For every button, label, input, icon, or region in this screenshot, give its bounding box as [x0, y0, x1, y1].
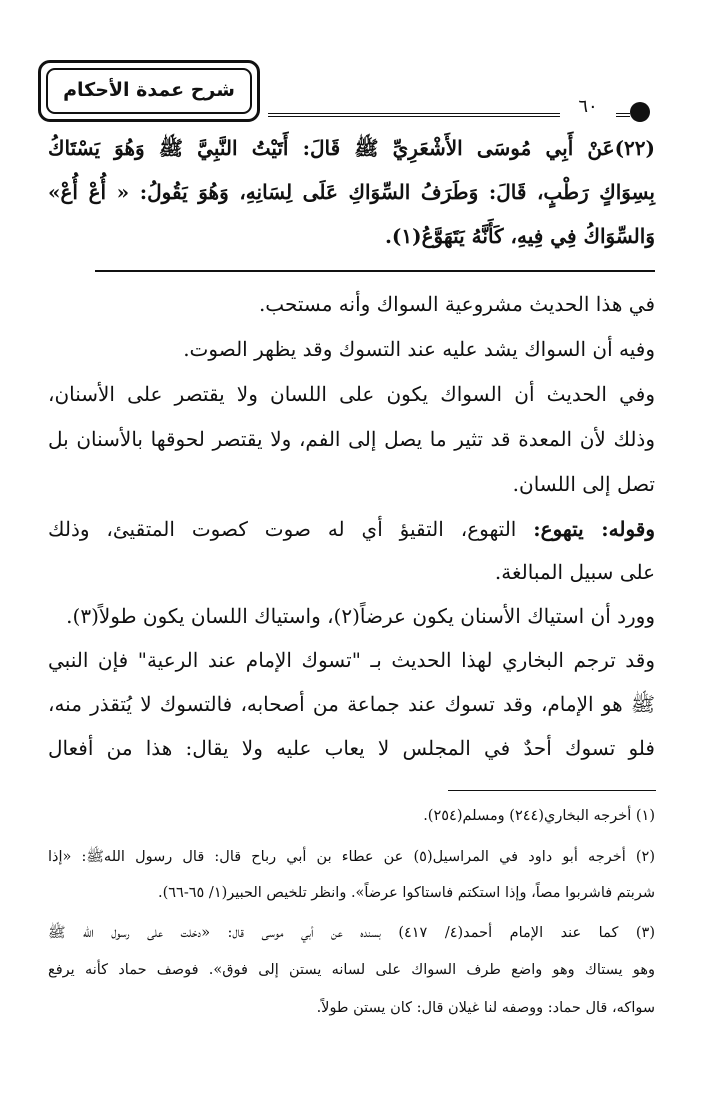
- body-line-7: على سبيل المبالغة.: [494, 560, 655, 584]
- body-line-1: في هذا الحديث مشروعية السواك وأنه مستحب.: [258, 292, 655, 316]
- hadith-line-3: وَالسِّوَاكُ فِي فِيهِ، كَأَنَّهُ يَتَهَوَّعُ(١).: [384, 224, 655, 248]
- hadith-line-1: (٢٢)عَنْ أَبِي مُوسَى الأَشْعَرِيِّ ﷺ قَالَ: أَتَيْتُ النَّبِيَّ ﷺ وَهُوَ يَسْتَاكُ: [48, 136, 655, 160]
- footnote-2-line-1: (٢) أخرجه أبو داود في المراسيل(٥) عن عطاء بن أبي رباح قال: قال رسول اللهﷺ: «إذا: [48, 849, 655, 865]
- body-line-8: وورد أن استياك الأسنان يكون عرضاً(٢)، واستياك اللسان يكون طولاً(٣).: [66, 604, 655, 628]
- footnote-3-line-1: (٣) كما عند الإمام أحمد(٤/ ٤١٧) بسنده عن أبي موسى قال: «دخلت على رسول الله ﷺ: [48, 925, 655, 941]
- footnote-3-line-2: وهو يستاك وهو واضع طرف السواك على لسانه يستن إلى فوق». فوصف حماد كأنه يرفع: [48, 962, 655, 978]
- hadith-separator-rule: [95, 270, 655, 272]
- chapter-title-frame: [38, 60, 260, 122]
- header-bullet-icon: [630, 102, 650, 122]
- chapter-title: شرح عمدة الأحكام: [63, 79, 235, 101]
- footnote-3-line-3: سواكه، قال حماد: ووصفه لنا غيلان قال: كان يستن طولاً.: [316, 1000, 655, 1016]
- footnote-2-line-2: شربتم فاشربوا مصاً، وإذا استكتم فاستاكوا عرضاً». وانظر تلخيص الحبير(١/ ٦٥-٦٦).: [157, 885, 655, 901]
- footnote-separator-rule: [448, 790, 656, 791]
- body-line-11: فلو تسوك أحدٌ في المجلس لا يعاب عليه ولا يقال: هذا من أفعال: [48, 736, 655, 760]
- body-line-2: وفيه أن السواك يشد عليه عند التسوك وقد يظهر الصوت.: [183, 337, 655, 361]
- footnote-1: (١) أخرجه البخاري(٢٤٤) ومسلم(٢٥٤).: [423, 808, 655, 824]
- body-line-3: وفي الحديث أن السواك يكون على اللسان ولا يقتصر على الأسنان،: [48, 382, 655, 406]
- qawluhu-text: التهوع، التقيؤ أي له صوت كصوت المتقيئ، وذلك: [48, 517, 517, 541]
- body-line-10: ﷺ هو الإمام، وقد تسوك عند جماعة من أصحابه، فالتسوك لا يُتقذر منه،: [48, 692, 655, 716]
- hadith-line-2: بِسِوَاكٍ رَطْبٍ، قَالَ: وَطَرَفُ السِّوَاكِ عَلَى لِسَانِهِ، وَهُوَ يَقُولُ: « أُعْ أُعْ»: [48, 180, 655, 204]
- body-line-4: وذلك لأن المعدة قد تثير ما يصل إلى الفم، ولا يقتصر لحوقها بالأسنان بل: [48, 427, 655, 451]
- body-line-9: وقد ترجم البخاري لهذا الحديث بـ "تسوك الإمام عند الرعية" فإن النبي: [48, 648, 655, 672]
- body-line-5: تصل إلى اللسان.: [512, 472, 655, 496]
- body-line-6: [48, 517, 655, 541]
- page-number: ٦٠: [560, 96, 616, 117]
- qawluhu-label: وقوله: يتهوع:: [533, 517, 655, 541]
